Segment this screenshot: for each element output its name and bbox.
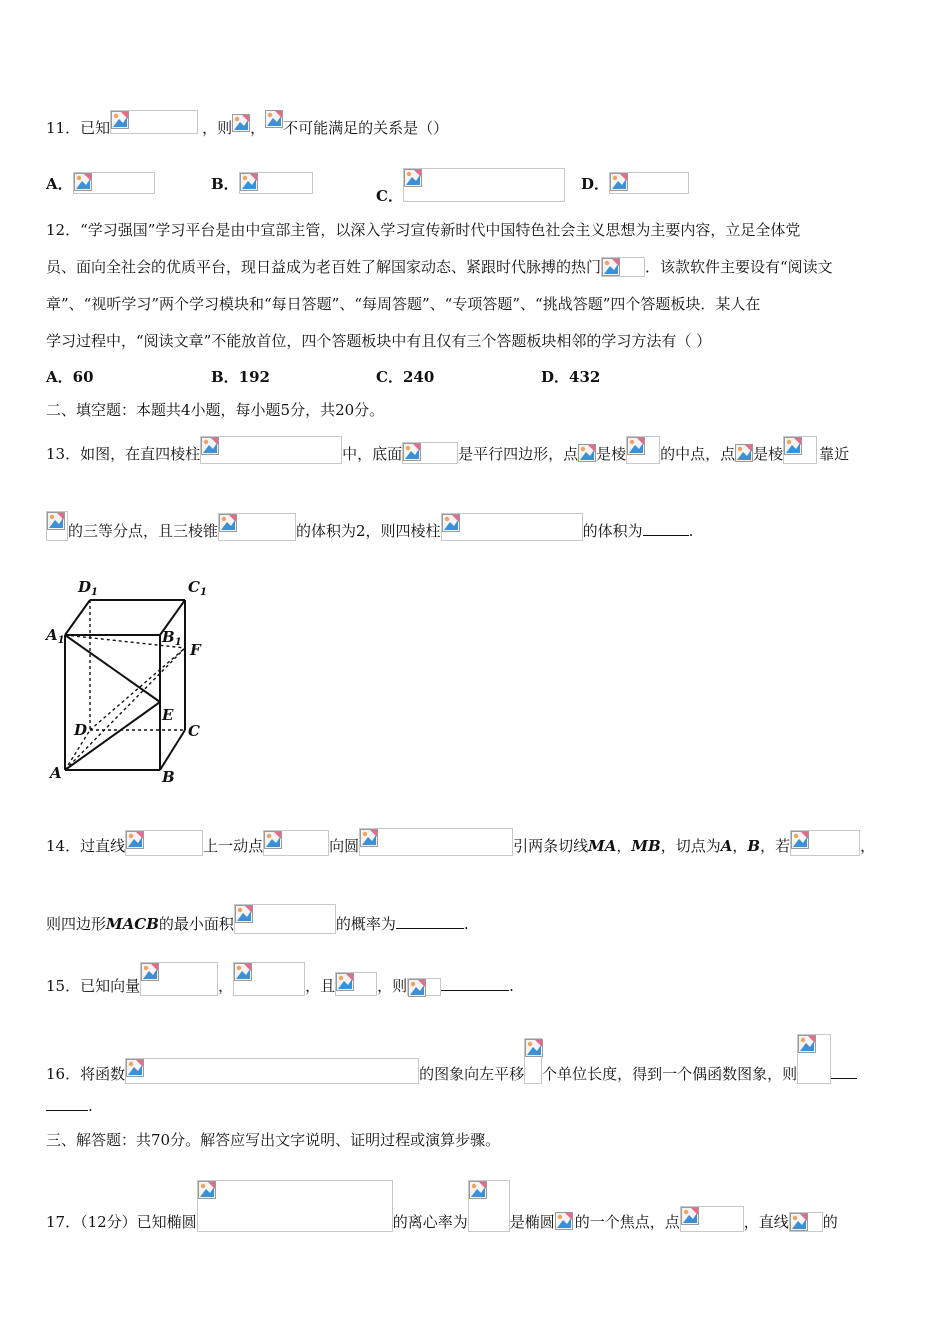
q16-end: . [88,1097,93,1115]
choice-label: B． [211,175,239,193]
q15-text: 15．已知向量 [46,977,141,995]
question-17 [46,1180,838,1232]
question-15 [46,962,514,996]
broken-image-icon [219,514,237,532]
q11-choice-b [211,172,313,194]
q16-text: 16．将函数 [46,1065,126,1083]
q14-text: 14．过直线 [46,837,126,855]
formula-image [239,172,313,194]
formula-image [402,442,458,464]
answer-blank [831,1064,857,1079]
q15-text: ， [218,977,234,995]
broken-image-icon [442,514,460,532]
broken-image-icon [234,963,252,981]
formula-image [626,436,660,464]
q17-text: 17．（12分）已知椭圆 [46,1213,197,1231]
q13-text: 的三等分点，且三棱锥 [68,522,219,540]
question-14-line-2 [46,904,469,934]
formula-image [403,168,565,202]
q13-text: 的体积为2，则四棱柱 [296,522,441,540]
choice-label: D． [581,175,610,193]
q11-choice-c [376,172,565,206]
broken-image-icon [627,437,645,455]
q12-choice-a: A．60 [46,368,94,386]
q14-text: 引两条切线 [513,837,589,855]
q13-text: 靠近 [819,445,850,463]
formula-image [441,513,583,541]
q14-text: 的概率为 [335,915,396,933]
q12-line-2a: 员、面向全社会的优质平台，现日益成为老百姓了解国家动态、紧跟时代脉搏的热门 [46,258,602,276]
question-16 [46,1034,857,1084]
formula-image [233,962,305,996]
q14-text: ，切点为 [660,837,721,855]
label-b1: $B_1$ [162,628,182,648]
broken-image-icon [235,905,253,923]
formula-image [797,1034,831,1084]
broken-image-icon [198,1181,216,1199]
label-c1: $C_1$ [188,578,207,598]
prism-figure [40,560,220,790]
label-f: F [190,641,201,659]
segment-a1-e [65,635,160,702]
formula-image [468,1180,510,1232]
formula-image [601,257,645,277]
q17-text: ，直线 [743,1213,789,1231]
q14-text: 上一动点 [203,837,264,855]
formula-image [125,830,203,856]
formula-image [197,1180,393,1232]
q12-choice-c: C．240 [376,368,435,386]
q14-text: 则四边形 [46,915,107,933]
q11-choice-d [581,172,689,194]
q15-text: ，且 [305,977,336,995]
formula-image [46,511,68,541]
q14-end: . [463,915,469,933]
q13-text: 的中点，点 [660,445,736,463]
q14-sep: ， [616,837,632,855]
label-c: C [188,722,200,740]
question-11 [46,114,448,138]
q17-text: 的 [822,1213,838,1231]
q11-choice-a [46,172,155,194]
broken-image-icon [784,437,802,455]
section-2-heading: 二、填空题：本题共4小题，每小题5分，共20分。 [46,401,385,419]
q14-sep: ， [732,837,748,855]
label-d1: $D_1$ [78,578,98,598]
formula-image [783,436,817,464]
broken-image-icon [404,169,422,187]
broken-image-icon [201,437,219,455]
q12-line-4: 学习过程中，“阅读文章”不能放首位，四个答题板块中有且仅有三个答题板块相邻的学习方法有（ ） [46,332,712,350]
q15-end: . [509,977,514,995]
formula-image [200,436,342,464]
q17-text: 的一个焦点，点 [574,1213,680,1231]
broken-image-icon [126,831,144,849]
formula-image [555,1212,575,1232]
broken-image-icon [265,110,283,128]
q11-comma: ， [250,119,266,137]
broken-image-icon [360,829,378,847]
formula-image [232,114,250,134]
broken-image-icon [232,114,250,132]
q17-text: 是椭圆 [509,1213,555,1231]
label-a1: $A_1$ [46,626,65,646]
q14-text: 向圆 [329,837,360,855]
q14-a: A [720,837,733,855]
broken-image-icon [798,1035,816,1053]
broken-image-icon [74,173,92,191]
broken-image-icon [791,831,809,849]
q13-text: 的体积为 [582,522,643,540]
broken-image-icon [126,1059,144,1077]
broken-image-icon [240,173,258,191]
q13-text: 13．如图，在直四棱柱 [46,445,201,463]
choice-label: A． [46,175,73,193]
formula-image [735,444,753,464]
formula-image [73,172,155,194]
broken-image-icon [555,1212,573,1230]
q12-line-1: 12．“学习强国”学习平台是由中宣部主管，以深入学习宣传新时代中国特色社会主义思想为主要内容，立足全体党 [46,221,801,239]
q14-mb: MB [631,837,661,855]
q13-text: 是棱 [596,445,627,463]
edge-b-c [160,730,185,770]
q16-text: 的图象向左平移 [419,1065,525,1083]
answer-blank [396,914,464,929]
q14-ma: MA [588,837,617,855]
q12-line-2 [46,257,833,277]
q14-text: ，若 [760,837,791,855]
q16-text: 个单位长度，得到一个偶函数图象，则 [542,1065,798,1083]
broken-image-icon [735,444,753,462]
q11-prefix: 11．已知 [46,119,111,137]
broken-image-icon [141,963,159,981]
broken-image-icon [336,973,354,991]
broken-image-icon [602,258,620,276]
formula-image [265,110,283,130]
q12-choice-b: B．192 [211,368,270,386]
q13-text: 是平行四边形，点 [458,445,579,463]
answer-blank [441,976,509,991]
q12-line-3: 章”、“视听学习”两个学习模块和“每日答题”、“每周答题”、“专项答题”、“挑战答题”四个答题板块．某人在 [46,295,761,313]
formula-image [578,444,596,464]
q17-text: 的离心率为 [392,1213,468,1231]
q12-line-2b: ．该款软件主要设有“阅读文 [645,258,833,276]
answer-blank [46,1096,88,1111]
formula-image [407,978,441,996]
q11-tail: 不可能满足的关系是（） [283,119,449,137]
q11-then: ，则 [202,119,233,137]
question-16-cont [46,1096,93,1116]
question-13-line-2 [46,511,693,541]
q14-macb: MACB [106,915,159,933]
broken-image-icon [525,1039,543,1057]
formula-image [218,513,296,541]
formula-image [789,1212,823,1232]
formula-image [680,1206,744,1232]
formula-image [359,828,513,856]
section-3-heading: 三、解答题：共70分。解答应写出文字说明、证明过程或演算步骤。 [46,1131,501,1149]
q13-text: 是棱 [753,445,784,463]
q14-text: 的最小面积 [158,915,234,933]
label-a: A [50,764,62,782]
question-14-line-1 [46,828,875,856]
formula-image [110,110,198,134]
q15-text: ，则 [377,977,408,995]
formula-image [140,962,218,996]
formula-image [335,972,377,996]
q14-text: ， [860,837,876,855]
broken-image-icon [790,1213,808,1231]
formula-image [790,830,860,856]
answer-blank [643,521,689,536]
formula-image [263,830,329,856]
label-d: D [74,721,88,739]
broken-image-icon [610,173,628,191]
broken-image-icon [469,1181,487,1199]
question-13-line-1 [46,436,849,464]
broken-image-icon [111,111,129,129]
formula-image [125,1058,419,1084]
edge-a1-d1 [65,600,90,635]
q12-choice-d: D．432 [541,368,601,386]
label-b: B [162,768,175,786]
formula-image [234,904,336,934]
choice-label: C． [376,187,403,205]
q13-text: 中，底面 [342,445,403,463]
broken-image-icon [681,1207,699,1225]
broken-image-icon [408,979,426,997]
q14-b: B [747,837,761,855]
broken-image-icon [403,443,421,461]
broken-image-icon [578,444,596,462]
broken-image-icon [47,512,65,530]
formula-image [609,172,689,194]
q13-end: . [688,522,694,540]
formula-image [524,1038,542,1084]
label-e: E [162,706,174,724]
broken-image-icon [264,831,282,849]
